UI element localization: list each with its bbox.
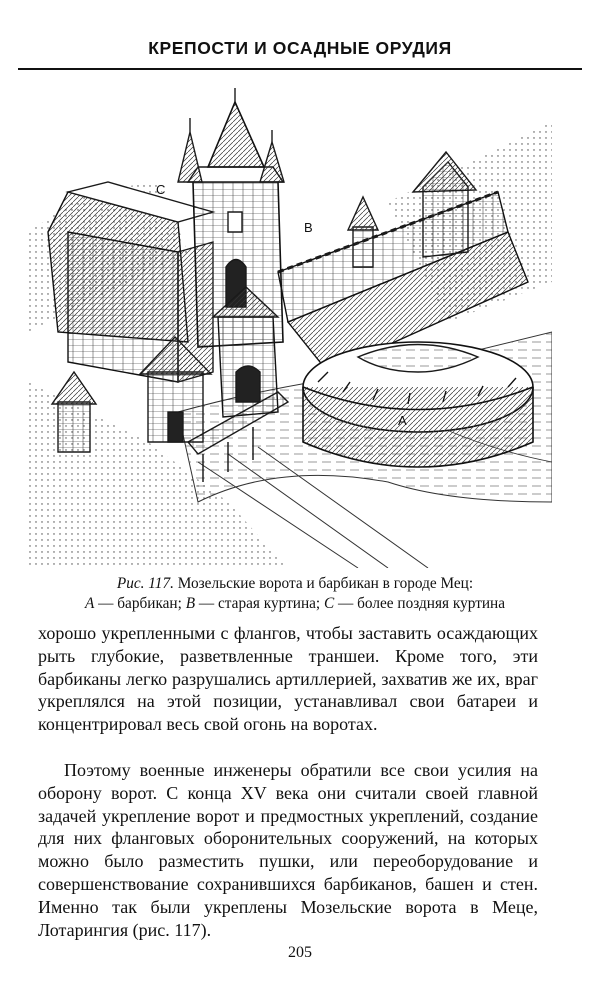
page-number: 205 — [288, 944, 312, 961]
caption-legend-b: — старая куртина; — [195, 595, 324, 612]
caption-legend-a: — барбикан; — [94, 595, 186, 612]
body-paragraph-1: хорошо укрепленными с флангов, чтобы заставить осаждающих рыть глубокие, разветвленные траншеи. Кроме того, эти барбиканы легко разрушались артиллерией, захватив же их, враг укреплялся на этой позиции, устанавливал свои батареи и концентрировал весь свой огонь на воротах. — [38, 623, 538, 735]
caption-key-a: А — [84, 595, 95, 612]
caption-figure-number: Рис. 117. — [116, 575, 174, 592]
body-paragraph-2: Поэтому военные инженеры обратили все свои усилия на оборону ворот. С конца XV века они считали своей главной задачей укрепление ворот и предмостных укреплений, создание для них фланговых оборонительных сооружений, на которых можно было разместить пушки, или переоборудование и совершенствование сохранившихся барбиканов, башен и стен. Именно так были укреплены Мозельские ворота в Меце, Лотарингия (рис. 117). — [38, 760, 538, 940]
caption-key-c: С — [324, 595, 335, 612]
fortress-illustration — [28, 82, 552, 568]
caption-legend-c: — более поздняя куртина — [334, 595, 506, 612]
running-header: КРЕПОСТИ И ОСАДНЫЕ ОРУДИЯ — [148, 38, 452, 58]
caption-title: Мозельские ворота и барбикан в городе Мец: — [177, 575, 474, 592]
header-rule — [18, 68, 582, 70]
figure-label-a: A — [398, 413, 407, 428]
figure-caption — [40, 574, 550, 614]
caption-key-b: В — [185, 595, 196, 612]
figure-label-b: B — [304, 220, 313, 235]
figure-label-c: C — [156, 182, 166, 197]
